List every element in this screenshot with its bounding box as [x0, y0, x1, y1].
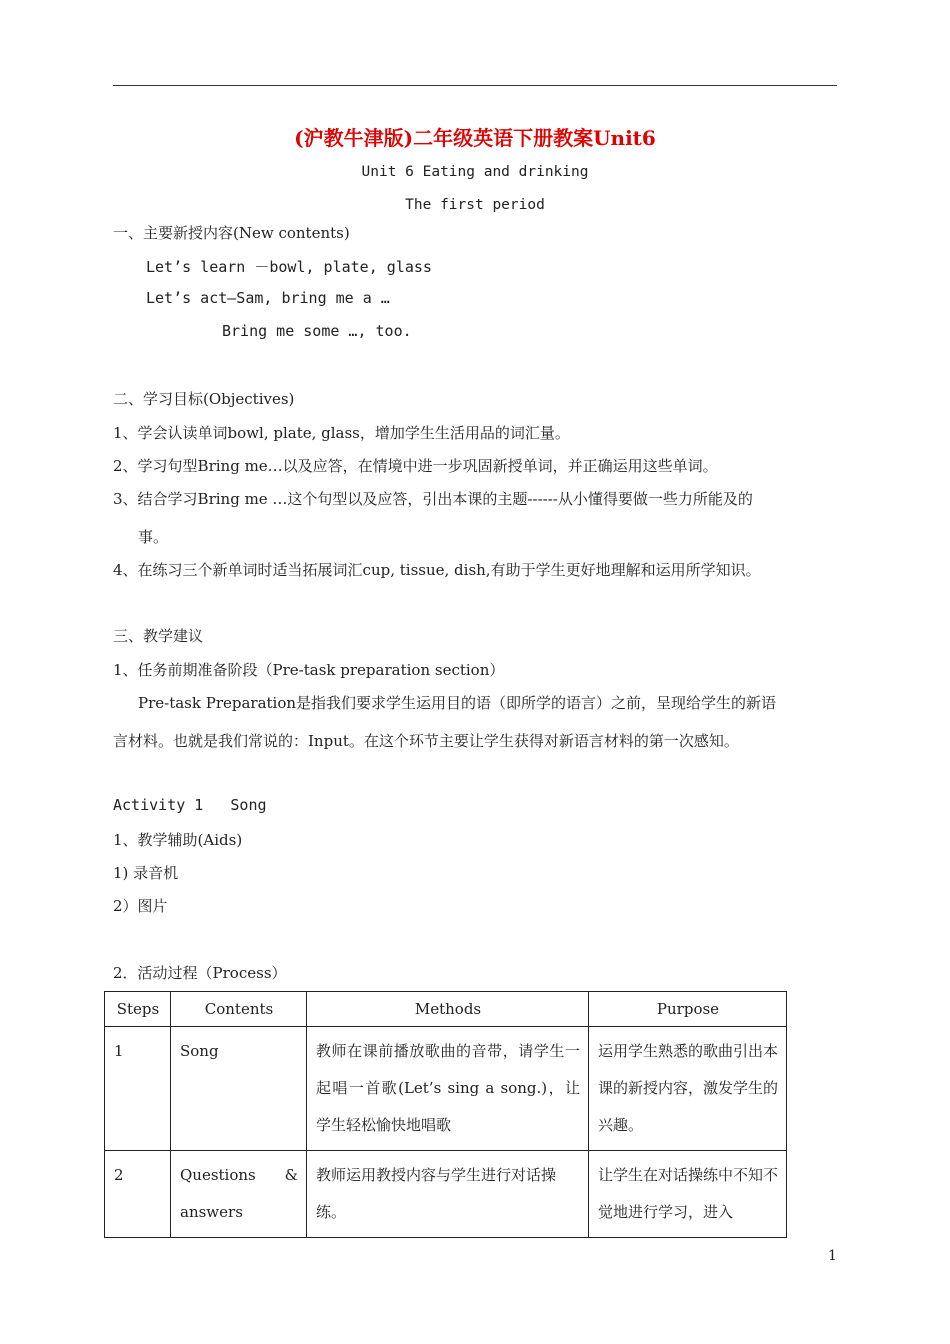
contents-cell: Song [171, 1027, 307, 1151]
objective-4: 4、在练习三个新单词时适当拓展词汇cup, tissue, dish,有助于学生更好地理解和运用所学知识。 [113, 561, 761, 579]
process-table [104, 991, 787, 1238]
objective-3: 3、结合学习Bring me …这个句型以及应答，引出本课的主题------从小懂得要做一些力所能及的 [113, 490, 753, 508]
methods-cell: 教师运用教授内容与学生进行对话操练。 [307, 1151, 589, 1238]
period-title: The first period [405, 197, 545, 213]
step-cell: 1 [105, 1027, 171, 1151]
process-heading: 2．活动过程（Process） [113, 964, 287, 982]
section-2-heading: 二、学习目标(Objectives) [113, 390, 295, 408]
aids-heading: 1、教学辅助(Aids) [113, 831, 243, 849]
content-line-3: Bring me some …, too. [222, 322, 412, 340]
purpose-cell: 运用学生熟悉的歌曲引出本课的新授内容，激发学生的兴趣。 [589, 1027, 787, 1151]
section-3-heading: 三、教学建议 [113, 627, 204, 645]
objective-2: 2、学习句型Bring me…以及应答，在情境中进一步巩固新授单词，并正确运用这些单词。 [113, 457, 718, 475]
header-rule [113, 85, 837, 86]
header-methods: Methods [307, 992, 589, 1027]
table-header-row [105, 992, 787, 1027]
header-contents: Contents [171, 992, 307, 1027]
content-line-1: Let’s learn －bowl, plate, glass [146, 258, 432, 276]
step-cell: 2 [105, 1151, 171, 1238]
purpose-cell: 让学生在对话操练中不知不觉地进行学习，进入 [589, 1151, 787, 1238]
table-row [105, 1027, 787, 1151]
pre-task-paragraph-1: Pre-task Preparation是指我们要求学生运用目的语（即所学的语言）之前，呈现给学生的新语 [138, 694, 777, 712]
document-title: (沪教牛津版)二年级英语下册教案Unit6 [294, 126, 656, 150]
content-line-2: Let’s act—Sam, bring me a … [146, 289, 390, 307]
section-1-heading: 一、主要新授内容(New contents) [113, 224, 350, 242]
objective-1: 1、学会认读单词bowl, plate, glass，增加学生生活用品的词汇量。 [113, 424, 570, 442]
page-number: 1 [828, 1248, 837, 1264]
header-purpose: Purpose [589, 992, 787, 1027]
pre-task-heading: 1、任务前期准备阶段（Pre-task preparation section） [113, 661, 505, 679]
pre-task-paragraph-2: 言材料。也就是我们常说的：Input。在这个环节主要让学生获得对新语言材料的第一次感知。 [113, 732, 739, 750]
contents-cell: Questions & answers [171, 1151, 307, 1238]
activity-heading: Activity 1 Song [113, 796, 267, 814]
methods-cell: 教师在课前播放歌曲的音带，请学生一起唱一首歌(Let’s sing a song.)，让学生轻松愉快地唱歌 [307, 1027, 589, 1151]
header-steps: Steps [105, 992, 171, 1027]
objective-3-cont: 事。 [138, 528, 169, 546]
table-row [105, 1151, 787, 1238]
unit-title: Unit 6 Eating and drinking [361, 164, 589, 180]
aid-2: 2）图片 [113, 897, 168, 915]
aid-1: 1) 录音机 [113, 864, 179, 882]
